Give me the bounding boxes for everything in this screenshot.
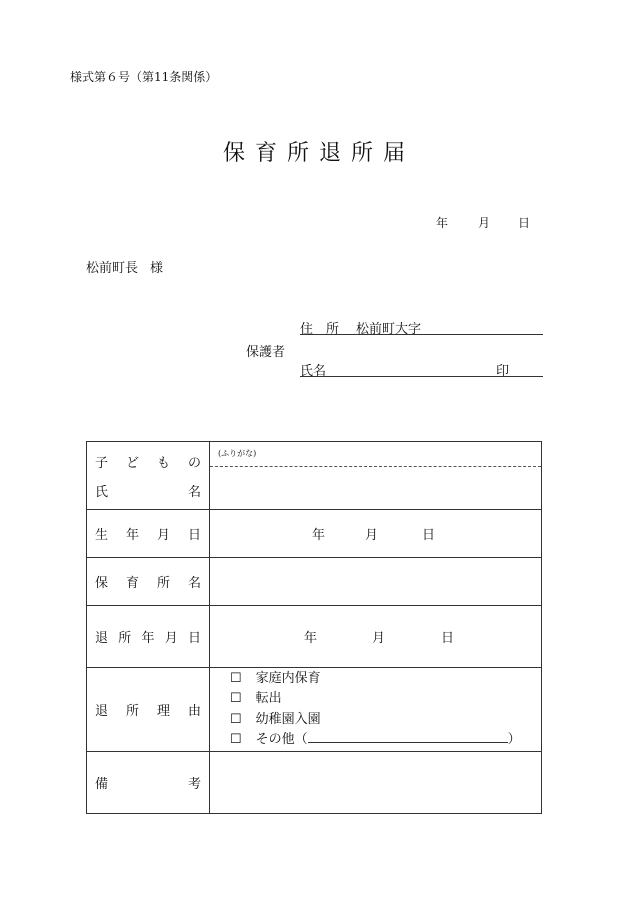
birth-day-label: 日 [422,528,436,543]
table-row-child-name [87,442,542,510]
furigana-hint: (ふりがな) [218,449,257,458]
label-char: 月 [164,631,178,646]
label-char: 由 [187,704,201,719]
remarks-field[interactable] [210,752,542,814]
label-char: 理 [156,704,170,719]
child-name-label-cell [87,442,210,510]
nursery-name-label-cell [87,558,210,606]
guardian-address-label: 住 所 [300,322,340,337]
label-char: の [187,455,201,471]
checkbox-icon[interactable]: ☐ [230,711,242,727]
child-name-label-top [87,452,209,471]
table-row-withdrawal-reason [87,668,542,752]
child-name-label-bottom [87,481,209,500]
label-char: 子 [95,455,109,471]
label-char: 生 [95,528,109,543]
addressee [86,257,163,276]
withdrawal-details-table [86,441,542,814]
reason-close-paren: ） [507,732,521,747]
remarks-label [87,773,209,792]
label-char: 育 [125,576,139,591]
date-month-label: 月 [478,216,491,230]
withdrawal-month-label: 月 [372,631,386,646]
withdrawal-date-value [210,627,541,646]
label-char: 名 [187,484,201,500]
guardian-label: 保護者 [246,345,286,360]
label-char: 退 [95,631,109,646]
birth-date-field[interactable] [210,510,542,558]
date-year-label: 年 [436,216,449,230]
form-title: 保育所退所届 [222,141,415,166]
label-char: 所 [156,576,170,591]
label-char: 日 [187,631,201,646]
label-char: 所 [125,704,139,719]
addressee-honorific: 様 [150,261,164,276]
reason-option-other[interactable] [210,730,541,751]
reason-label: 転出 [255,691,282,706]
label-char: 保 [95,576,109,591]
birth-date-label [87,524,209,543]
remarks-label-cell [87,752,210,814]
furigana-divider [210,466,541,467]
guardian-address-line[interactable] [300,334,543,335]
label-char: 日 [187,528,201,543]
reason-option-moving-out[interactable] [210,689,541,710]
reason-option-home-care[interactable] [210,669,541,690]
birth-date-label-cell [87,510,210,558]
reason-option-kindergarten[interactable] [210,710,541,731]
nursery-name-label [87,572,209,591]
table-row-withdrawal-date [87,606,542,668]
child-name-field[interactable] [210,442,542,510]
birth-year-label: 年 [312,528,326,543]
guardian-name-line[interactable] [300,376,543,377]
withdrawal-date-label-cell [87,606,210,668]
guardian-address-value: 松前町大字 [356,322,422,337]
label-char: ど [125,455,139,471]
checkbox-icon[interactable]: ☐ [230,732,242,747]
withdrawal-reason-label [87,700,209,719]
other-reason-input-line[interactable] [308,730,508,743]
withdrawal-day-label: 日 [441,631,455,646]
label-char: 考 [187,777,201,792]
label-char: 退 [95,704,109,719]
withdrawal-date-field[interactable] [210,606,542,668]
guardian-name-label: 氏名 [300,364,327,379]
label-char: 年 [141,631,155,646]
checkbox-icon[interactable]: ☐ [230,691,242,706]
date-day-label: 日 [518,216,531,230]
table-row-remarks [87,752,542,814]
birth-date-value [210,524,541,543]
nursery-name-field[interactable] [210,558,542,606]
checkbox-icon[interactable]: ☐ [230,670,242,686]
addressee-name: 松前町長 [86,261,139,276]
withdrawal-reason-label-cell [87,668,210,752]
label-char: 年 [125,528,139,543]
form-number: 様式第６号（第11条関係） [70,70,218,84]
table-row-birth-date [87,510,542,558]
birth-month-label: 月 [365,528,379,543]
label-char: 備 [95,777,109,792]
withdrawal-year-label: 年 [304,631,318,646]
label-char: 月 [156,528,170,543]
table-row-nursery-name [87,558,542,606]
reason-label: 幼稚園入園 [255,711,321,727]
label-char: 氏 [95,484,109,500]
reason-label: 家庭内保育 [255,670,321,686]
label-char: 名 [187,576,201,591]
label-char: 所 [118,631,132,646]
reason-label: その他（ [255,732,308,747]
withdrawal-date-label [87,627,209,646]
guardian-seal-label: 印 [496,364,510,379]
withdrawal-reason-options [210,668,542,752]
label-char: も [156,455,170,471]
